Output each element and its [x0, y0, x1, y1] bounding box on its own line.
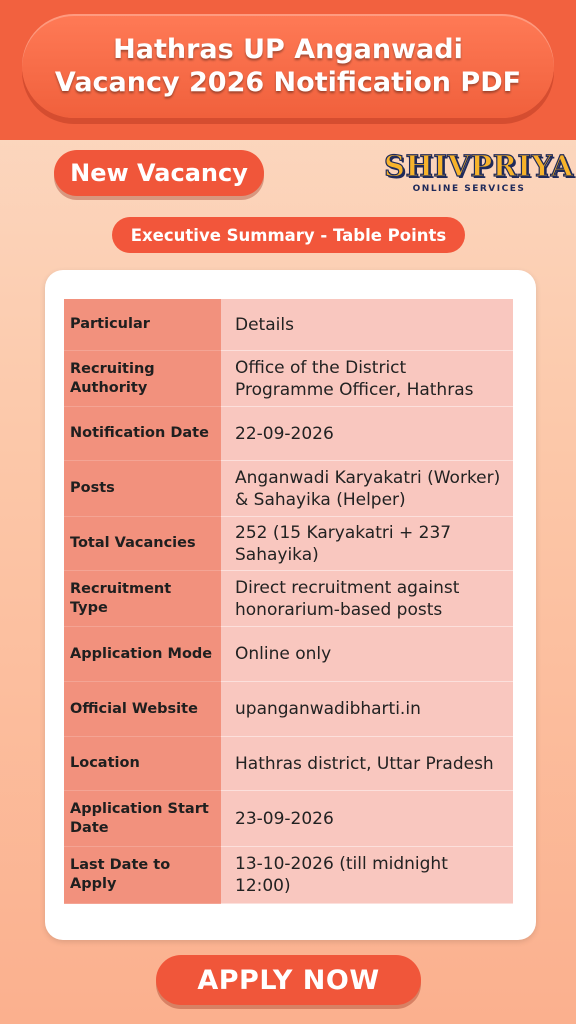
row-label-posts: Posts	[64, 461, 221, 517]
row-label-official-website: Official Website	[64, 682, 221, 737]
row-value-recruitment-type: Direct recruitment against honorarium-based posts	[221, 571, 513, 627]
row-value-last-date: 13-10-2026 (till midnight 12:00)	[221, 847, 513, 904]
row-value-location: Hathras district, Uttar Pradesh	[221, 737, 513, 791]
new-vacancy-badge: New Vacancy	[54, 150, 264, 196]
row-label-total-vacancies: Total Vacancies	[64, 517, 221, 571]
page-title	[22, 14, 554, 118]
row-value-total-vacancies: 252 (15 Karyakatri + 237 Sahayika)	[221, 517, 513, 571]
page-title-line1: Hathras UP Anganwadi	[113, 34, 463, 65]
row-label-application-start-date: Application Start Date	[64, 791, 221, 847]
apply-now-button[interactable]: APPLY NOW	[156, 955, 421, 1005]
logo-tagline: ONLINE SERVICES	[412, 184, 526, 194]
row-value-recruiting-authority: Office of the District Programme Officer, Hathras	[221, 351, 513, 407]
row-value-application-start-date: 23-09-2026	[221, 791, 513, 847]
row-value-particular: Details	[221, 299, 513, 351]
logo-wordmark: SHIVPRIYA	[384, 149, 574, 183]
row-label-notification-date: Notification Date	[64, 407, 221, 461]
page-title-line2: Vacancy 2026 Notification PDF	[54, 67, 522, 98]
row-label-recruiting-authority: Recruiting Authority	[64, 351, 221, 407]
row-label-recruitment-type: Recruitment Type	[64, 571, 221, 627]
row-value-official-website[interactable]: upanganwadibharti.in	[221, 682, 513, 737]
row-value-application-mode: Online only	[221, 627, 513, 682]
shivpriya-logo	[384, 149, 574, 198]
row-value-posts: Anganwadi Karyakatri (Worker) & Sahayika (Helper)	[221, 461, 513, 517]
row-label-last-date: Last Date to Apply	[64, 847, 221, 904]
row-value-notification-date: 22-09-2026	[221, 407, 513, 461]
summary-table	[64, 299, 513, 904]
row-label-application-mode: Application Mode	[64, 627, 221, 682]
row-label-location: Location	[64, 737, 221, 791]
section-heading: Executive Summary - Table Points	[112, 217, 465, 253]
row-label-particular: Particular	[64, 299, 221, 351]
